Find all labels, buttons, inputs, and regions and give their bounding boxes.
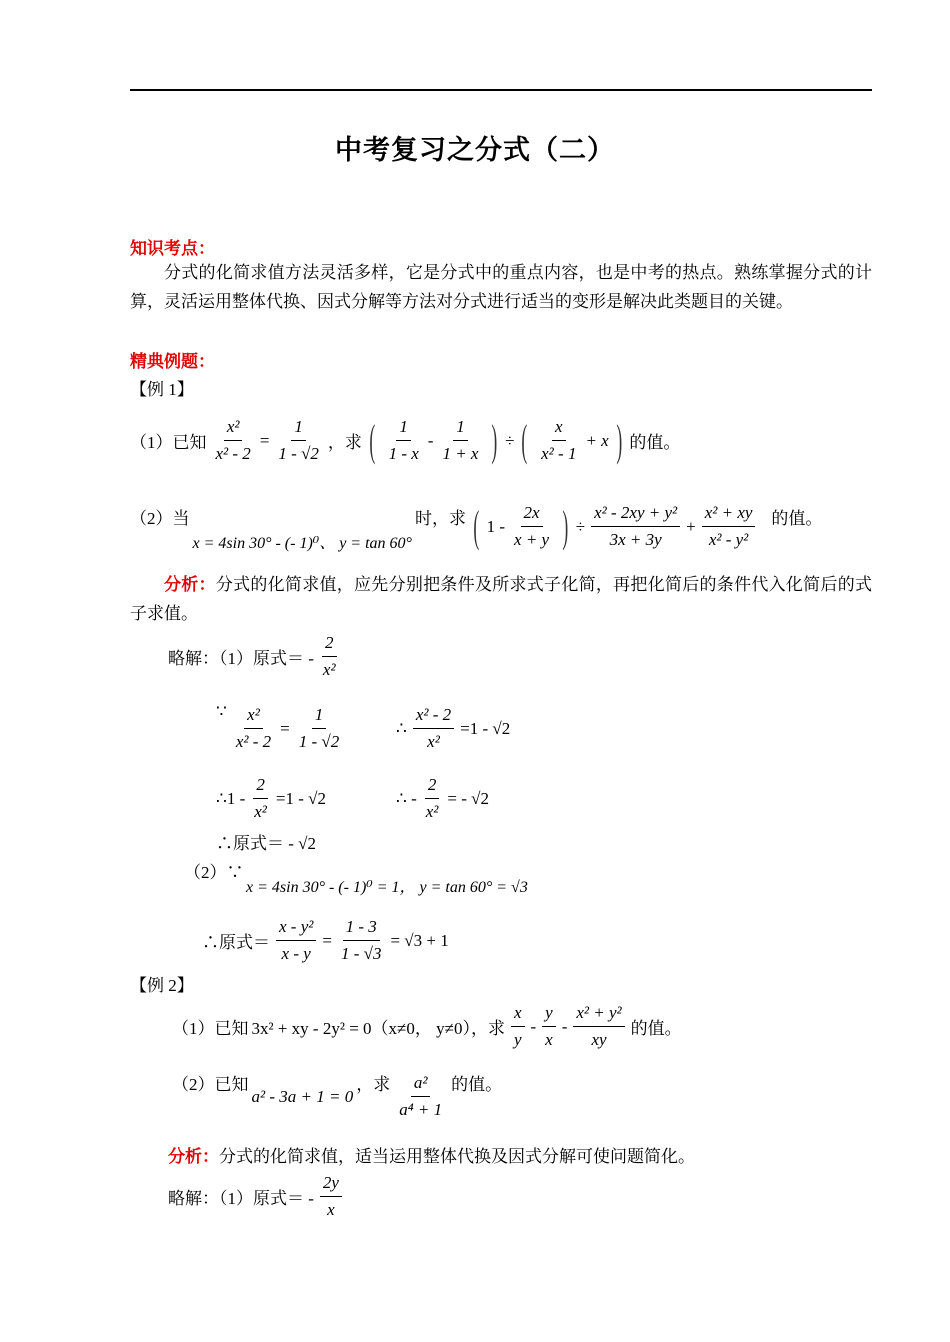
denominator: x² (427, 732, 440, 751)
example-1-question-2 (130, 500, 822, 553)
fraction (591, 500, 680, 553)
denominator: x - y (281, 944, 311, 963)
plus-term: + x (585, 430, 609, 450)
minus: - (561, 1016, 568, 1036)
numerator: y (542, 1000, 556, 1027)
fraction (233, 702, 274, 755)
result: =1 - √2 (275, 788, 326, 808)
fraction (213, 414, 254, 467)
example-1-label: 【例 1】 (130, 380, 194, 399)
example-2-solution-1 (168, 1170, 345, 1223)
knowledge-paragraph: 分式的化简求值方法灵活多样，它是分式中的重点内容，也是中考的热点。熟练掌握分式的计算，灵活运用整体代换、因式分解等方法对分式进行适当的变形是解决此类题目的关键。 (130, 263, 872, 311)
equals: = (259, 430, 270, 450)
header-rule (130, 89, 872, 91)
therefore-term: ∴ - (396, 788, 417, 808)
plus: + (686, 516, 696, 536)
therefore-symbol: ∴ (396, 718, 407, 738)
q-suffix: 的值。 (771, 509, 823, 528)
example-1-analysis (130, 571, 872, 628)
denominator: x² - 2 (215, 444, 251, 463)
paren-left: ( (473, 501, 480, 551)
q-mid: 时，求 (414, 509, 466, 528)
fraction (320, 1170, 342, 1223)
fraction (251, 772, 270, 825)
divide: ÷ (575, 516, 586, 536)
numerator: x² - 2xy + y² (591, 500, 680, 527)
paren-right: ) (491, 415, 498, 465)
result: = √3 + 1 (390, 930, 449, 950)
section-heading-knowledge: 知识考点： (130, 239, 215, 258)
fraction (702, 500, 756, 553)
denominator: x + y (514, 530, 550, 549)
fraction (338, 914, 385, 967)
q-suffix: 的值。 (630, 1019, 682, 1038)
solution-label: 略解：（1）原式＝ - (168, 649, 314, 668)
fraction (573, 1000, 624, 1053)
numerator: 2 (322, 630, 337, 657)
denominator: x² - y² (708, 530, 749, 549)
denominator: 1 - √2 (278, 444, 319, 463)
therefore-term: ∴1 - (216, 788, 246, 808)
denominator: 3x + 3y (609, 530, 662, 549)
paren-right: ) (562, 501, 569, 551)
denominator: x (327, 1200, 335, 1219)
example-2-question-2 (172, 1070, 502, 1123)
analysis-text: 分式的化简求值，应先分别把条件及所求式子化简，再把化简后的条件代入化简后的式子求值。 (130, 575, 873, 623)
equals: = (280, 718, 290, 738)
page-title: 中考复习之分式（二） (335, 135, 615, 165)
denominator: y (513, 1030, 522, 1049)
fraction (439, 414, 481, 467)
because-symbol: ∵ (216, 702, 227, 721)
example-2-label: 【例 2】 (130, 976, 194, 995)
denominator: xy (591, 1030, 607, 1049)
q-mid: ，求 (327, 433, 362, 452)
minus: - (427, 430, 434, 450)
paren-left: ( (521, 415, 528, 465)
solution-label: 略解：（1）原式＝ - (168, 1189, 314, 1208)
example-1-solution-1 (168, 630, 342, 683)
numerator: x - y² (276, 914, 316, 941)
numerator: a² (411, 1070, 431, 1097)
analysis-label: 分析： (168, 1147, 219, 1166)
divide: ÷ (505, 430, 515, 450)
numerator: 1 (396, 414, 411, 441)
fraction (275, 414, 322, 467)
numerator: x (552, 414, 566, 441)
fraction (423, 772, 442, 825)
minus: - (530, 1016, 537, 1036)
solution-step-d (396, 772, 489, 825)
numerator: 2 (425, 772, 440, 799)
q-prefix: （2）当 (130, 509, 190, 528)
analysis-label: 分析： (164, 575, 216, 594)
solution-step-f: x = 4sin 30° - (- 1)⁰ = 1， y = tan 60° = √3 (246, 879, 528, 896)
numerator: 1 - 3 (343, 914, 380, 941)
numerator: 2x (521, 500, 543, 527)
denominator: 1 - √2 (298, 732, 340, 751)
solution-step-c (216, 772, 326, 825)
q-suffix: 的值。 (451, 1075, 503, 1094)
q-suffix: 的值。 (629, 433, 681, 452)
denominator: x² - 1 (541, 444, 577, 463)
fraction (542, 1000, 556, 1053)
denominator: x² (425, 802, 439, 821)
numerator: 1 (453, 414, 468, 441)
fraction (276, 914, 316, 967)
q-prefix: （2）已知 (172, 1075, 249, 1094)
result: =1 - √2 (460, 718, 511, 738)
result: = - √2 (447, 788, 489, 808)
analysis-text: 分式的化简求值，适当运用整体代换及因式分解可使问题简化。 (219, 1147, 695, 1166)
denominator: 1 - √3 (340, 944, 382, 963)
paren-left: ( (369, 415, 376, 465)
numerator: x² (244, 702, 263, 729)
numerator: 1 (312, 702, 327, 729)
example-2-question-1 (172, 1000, 682, 1053)
fraction (511, 500, 552, 553)
fraction (538, 414, 579, 467)
solution-step-b (396, 702, 510, 755)
numerator: 1 (291, 414, 306, 441)
numerator: x (511, 1000, 525, 1027)
solution-step-g (202, 914, 449, 967)
fraction (320, 630, 339, 683)
example-2-analysis (168, 1142, 695, 1167)
denominator: x² (322, 660, 336, 679)
numerator: 2y (320, 1170, 342, 1197)
condition: 3x² + xy - 2y² = 0（x≠0， y≠0），求 (251, 1019, 505, 1038)
paren-right: ) (616, 415, 622, 465)
condition: x = 4sin 30° - (- 1)⁰、 y = tan 60° (192, 535, 412, 552)
denominator: 1 - x (388, 444, 419, 463)
one-minus: 1 - (486, 516, 506, 536)
section-heading-examples: 精典例题： (130, 352, 215, 371)
solution-step-a (216, 702, 345, 755)
fraction (413, 702, 454, 755)
q-prefix: （1）已知 (130, 433, 207, 452)
fraction (511, 1000, 525, 1053)
therefore-term: ∴原式＝ (202, 933, 270, 952)
denominator: x² - 2 (235, 732, 272, 751)
equals: = (322, 930, 332, 950)
denominator: a⁴ + 1 (399, 1100, 443, 1119)
example-1-question-1 (130, 414, 680, 467)
denominator: x (545, 1030, 553, 1049)
solution-2-label: （2）∵ (184, 863, 244, 882)
fraction (386, 414, 422, 467)
numerator: x² (224, 414, 243, 441)
denominator: x² (254, 802, 267, 821)
condition: a² - 3a + 1 = 0 (251, 1086, 354, 1106)
fraction (396, 1070, 445, 1123)
q-mid: ，求 (356, 1075, 391, 1094)
q-prefix: （1）已知 (172, 1019, 249, 1038)
solution-step-e: ∴原式＝ - √2 (216, 834, 316, 853)
denominator: 1 + x (442, 444, 479, 463)
numerator: 2 (253, 772, 268, 799)
numerator: x² + y² (573, 1000, 624, 1027)
numerator: x² - 2 (413, 702, 454, 729)
numerator: x² + xy (702, 500, 756, 527)
fraction (296, 702, 343, 755)
